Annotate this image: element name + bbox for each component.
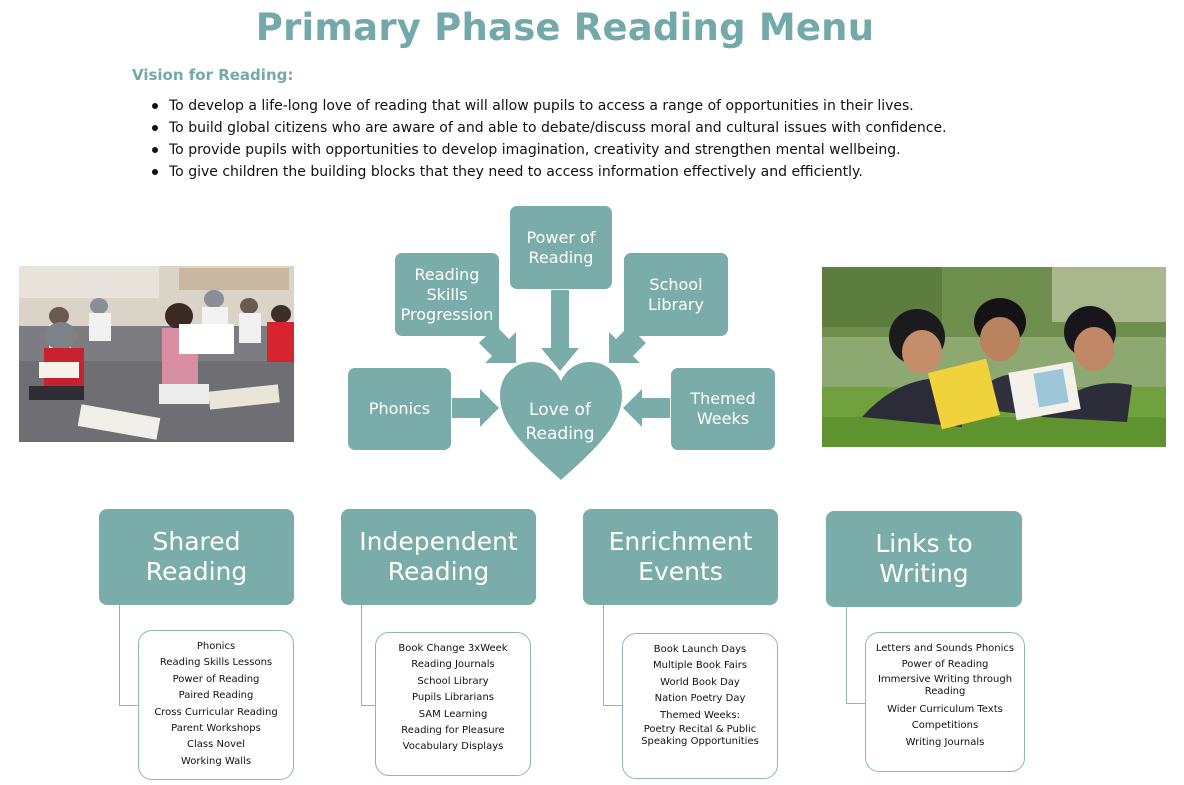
connector-line [119, 605, 139, 706]
independent-reading-list [375, 632, 531, 776]
vision-item: To provide pupils with opportunities to develop imagination, creativity and strengthen mental wellbeing. [150, 139, 947, 161]
list-item: Reading Journals [411, 659, 495, 671]
list-item: Themed Weeks: [660, 709, 740, 721]
connector-line [846, 607, 866, 704]
page-title: Primary Phase Reading Menu [255, 6, 875, 49]
spoke-school-library: School Library [624, 253, 728, 336]
category-links-to-writing: Links to Writing [826, 511, 1022, 607]
spoke-reading-skills-progression: Reading Skills Progression [395, 253, 499, 336]
list-item: World Book Day [660, 676, 740, 688]
list-item: Wider Curriculum Texts [887, 703, 1003, 715]
list-item: Immersive Writing through Reading [877, 673, 1013, 697]
vision-heading: Vision for Reading: [132, 66, 294, 84]
list-item: SAM Learning [418, 708, 488, 720]
vision-item: To develop a life-long love of reading that will allow pupils to access a range of opportunities in their lives. [150, 95, 947, 117]
shared-reading-list [138, 630, 294, 780]
list-item: Nation Poetry Day [654, 693, 746, 705]
list-item: Reading Skills Lessons [159, 657, 273, 669]
list-item: Writing Journals [905, 736, 985, 748]
list-item: Book Launch Days [653, 644, 747, 655]
vision-item: To build global citizens who are aware of and able to debate/discuss moral and cultural issues with confidence. [150, 117, 947, 139]
spoke-power-of-reading: Power of Reading [510, 206, 612, 289]
category-enrichment-events: Enrichment Events [583, 509, 778, 605]
list-item: Paired Reading [178, 690, 254, 702]
enrichment-events-list [622, 633, 778, 779]
category-shared-reading: Shared Reading [99, 509, 294, 605]
arrow-left-icon [623, 389, 670, 427]
spoke-themed-weeks: Themed Weeks [671, 368, 775, 450]
arrow-down-icon [541, 290, 579, 371]
spoke-phonics: Phonics [348, 368, 451, 450]
list-item: Book Change 3xWeek [398, 643, 508, 654]
list-item: Vocabulary Displays [402, 741, 504, 753]
list-item: Reading for Pleasure [401, 725, 505, 737]
list-item: Cross Curricular Reading [154, 706, 278, 718]
category-independent-reading: Independent Reading [341, 509, 536, 605]
hub-center-label: Love of Reading [525, 400, 595, 444]
list-item: Letters and Sounds Phonics [875, 643, 1015, 654]
list-item: Pupils Librarians [412, 692, 494, 704]
list-item: Competitions [911, 720, 979, 732]
connector-line [361, 605, 376, 706]
arrow-right-icon [452, 389, 499, 427]
list-item: Multiple Book Fairs [652, 660, 748, 672]
vision-item: To give children the building blocks that they need to access information effectively and efficiently. [150, 161, 947, 183]
list-item: Power of Reading [172, 673, 260, 685]
list-item: Working Walls [180, 755, 252, 767]
connector-line [603, 605, 623, 706]
list-item: Parent Workshops [171, 723, 261, 735]
links-to-writing-list [865, 632, 1025, 772]
list-item: Class Novel [187, 739, 245, 751]
list-item: Phonics [196, 641, 236, 652]
list-item: School Library [417, 675, 489, 687]
list-item: Poetry Recital & Public Speaking Opportunities [641, 724, 759, 748]
list-item: Power of Reading [901, 659, 989, 671]
